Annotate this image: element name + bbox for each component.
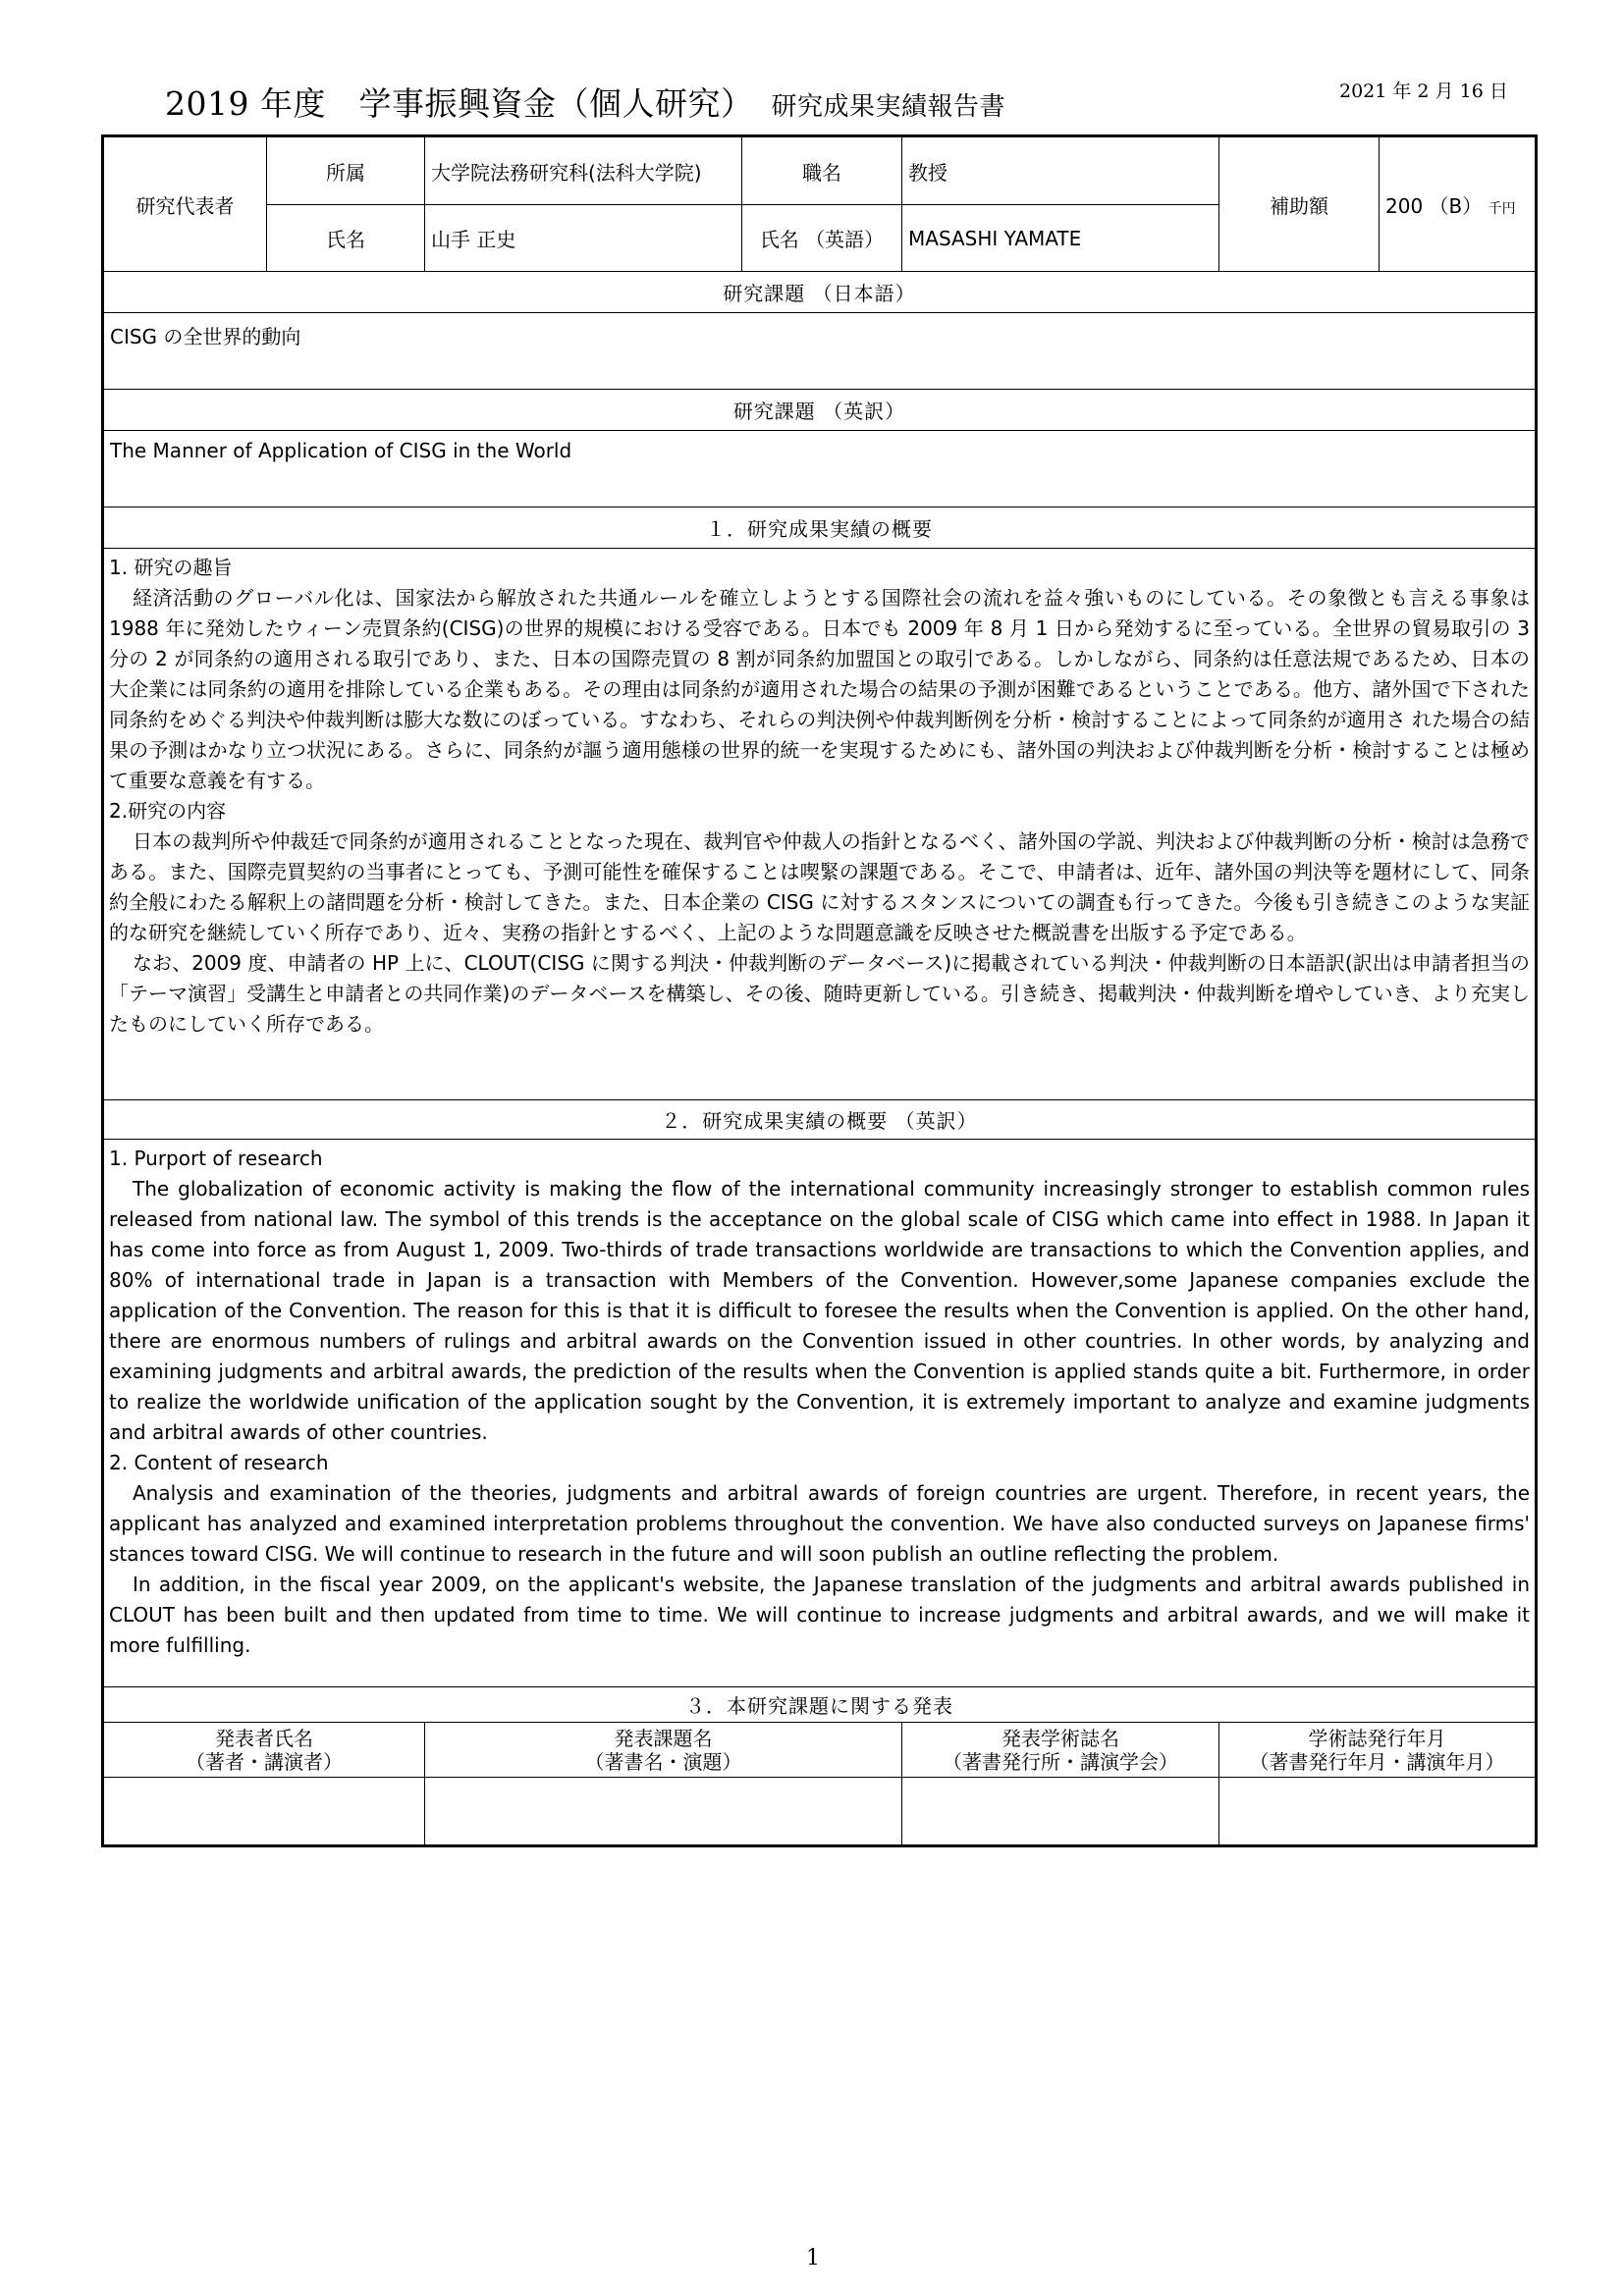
document-title xyxy=(165,79,1005,125)
affiliation-label: 所属 xyxy=(267,136,425,205)
grant-label: 補助額 xyxy=(1219,136,1380,272)
name-en-label: 氏名 （英語） xyxy=(742,205,902,272)
name-value: 山手 正史 xyxy=(425,205,742,272)
pub-col-date xyxy=(1219,1723,1537,1778)
summary-en-p1: The globalization of economic activity is making the flow of the international community increasingly stronger to establish common rules released from national law. The symbol of this trends is the acceptance on the global scale of CISG which came into effect in 1988. In Japan it has come into force as from August 1, 2009. Two-thirds of trade transactions worldwide are transactions to which the Convention applies, and 80% of international trade in Japan is a transaction with Members of the Convention. However,some Japanese companies exclude the application of the Convention. The reason for this is that it is difficult to foresee the results when the Convention is applied. On the other hand, there are enormous numbers of rulings and arbitral awards on the Convention issued in other countries. In other words, by analyzing and examining judgments and arbitral awards, the prediction of the results when the Convention is applied stands quite a bit. Furthermore, in order to realize the worldwide unification of the application sought by the Convention, it is extremely important to analyze and examine judgments and arbitral awards of other countries. xyxy=(109,1177,1530,1444)
pub-cell-title xyxy=(425,1778,902,1846)
rep-label: 研究代表者 xyxy=(103,136,267,272)
pub-col-presenter-a: 発表者氏名 xyxy=(215,1726,313,1750)
summary-en-h2: 2. Content of research xyxy=(109,1451,329,1474)
summary-en-p3: In addition, in the fiscal year 2009, on the applicant's website, the Japanese translation of the judgments and arbitral awards published in CLOUT has been built and then updated from time to time. We will continue to increase judgments and arbitral awards, and we will make it more fulfilling. xyxy=(109,1573,1530,1657)
summary-en-p2: Analysis and examination of the theories, judgments and arbitral awards of foreign countries are urgent. Therefore, in recent years, the applicant has analyzed and examined interpretation problems throughout the convention. We have also conducted surveys on Japanese firms' stances toward CISG. We will continue to research in the future and will soon publish an outline reflecting the problem. xyxy=(109,1481,1530,1566)
name-label: 氏名 xyxy=(267,205,425,272)
summary-jp-p3: なお、2009 度、申請者の HP 上に、CLOUT(CISG に関する判決・仲裁判断のデータベース)に掲載されている判決・仲裁判断の日本語訳(訳出は申請者担当の「テーマ演習」受講生と申請者との共同作業)のデータベースを構築し、その後、随時更新している。引き続き、掲載判決・仲裁判断を増やしていき、より充実したものにしていく所存である。 xyxy=(109,951,1530,1036)
affiliation-value: 大学院法務研究科(法科大学院) xyxy=(425,136,742,205)
pub-col-journal-a: 発表学術誌名 xyxy=(1001,1726,1119,1750)
name-en-value: MASASHI YAMATE xyxy=(902,205,1219,272)
summary-jp-p1: 経済活動のグローバル化は、国家法から解放された共通ルールを確立しようとする国際社会の流れを益々強いものにしている。その象徴とも言える事象は 1988 年に発効したウィーン売買条約(CISG)の世界的規模における受容である。日本でも 2009 年 8 月 1 日から発効するに至っている。全世界の貿易取引の 3 分の 2 が同条約の適用される取引であり、また、日本の国際売買の 8 割が同条約加盟国との取引である。しかしながら、同条約は任意法規であるため、日本の大企業には同条約の適用を排除している企業もある。その理由は同条約が適用された場合の結果の予測が困難であるということである。他方、諸外国で下された同条約をめぐる判決や仲裁判断は膨大な数にのぼっている。すなわち、それらの判決例や仲裁判断例を分析・検討することによって同条約が適用さ れた場合の結果の予測はかなり立つ状況にある。さらに、同条約が謳う適用態様の世界的統一を実現するためにも、諸外国の判決および仲裁判断を分析・検討することは極めて重要な意義を有する。 xyxy=(109,586,1530,792)
position-value: 教授 xyxy=(902,136,1219,205)
pub-col-journal-b: （著書発行所・講演学会） xyxy=(943,1749,1178,1774)
pub-col-date-a: 学術誌発行年月 xyxy=(1308,1726,1446,1750)
summary-jp-heading: １．研究成果実績の概要 xyxy=(103,507,1537,549)
pub-col-date-b: （著書発行年月・講演年月） xyxy=(1249,1749,1505,1774)
topic-en-value: The Manner of Application of CISG in the World xyxy=(103,431,1537,507)
publications-heading: ３．本研究課題に関する発表 xyxy=(103,1687,1537,1723)
pub-cell-presenter xyxy=(103,1778,425,1846)
summary-en-body xyxy=(103,1140,1537,1687)
pub-col-title-a: 発表課題名 xyxy=(614,1726,713,1750)
title-main: 2019 年度 学事振興資金（個人研究） xyxy=(165,84,754,123)
summary-en-heading: ２．研究成果実績の概要 （英訳） xyxy=(103,1100,1537,1140)
title-sub: 研究成果実績報告書 xyxy=(771,92,1005,122)
report-form xyxy=(101,134,1538,1847)
position-label: 職名 xyxy=(742,136,902,205)
pub-col-presenter xyxy=(103,1723,425,1778)
topic-jp-value: CISG の全世界的動向 xyxy=(103,313,1537,390)
topic-jp-heading: 研究課題 （日本語） xyxy=(103,272,1537,313)
report-date: 2021 年 2 月 16 日 xyxy=(1339,80,1508,102)
summary-jp-h1: 1. 研究の趣旨 xyxy=(109,556,233,579)
summary-jp-body xyxy=(103,549,1537,1100)
pub-col-journal xyxy=(902,1723,1219,1778)
grant-value: 200 （B） xyxy=(1385,193,1483,218)
page-number: 1 xyxy=(806,2246,820,2270)
pub-col-title xyxy=(425,1723,902,1778)
summary-en-h1: 1. Purport of research xyxy=(109,1147,323,1170)
summary-jp-h2: 2.研究の内容 xyxy=(109,799,227,823)
topic-en-heading: 研究課題 （英訳） xyxy=(103,390,1537,431)
pub-cell-journal xyxy=(902,1778,1219,1846)
pub-col-title-b: （著書名・演題） xyxy=(584,1749,742,1774)
pub-col-presenter-b: （著者・講演者） xyxy=(186,1749,343,1774)
summary-jp-p2: 日本の裁判所や仲裁廷で同条約が適用されることとなった現在、裁判官や仲裁人の指針となるべく、諸外国の学説、判決および仲裁判断の分析・検討は急務である。また、国際売買契約の当事者にとっても、予測可能性を確保することは喫緊の課題である。そこで、申請者は、近年、諸外国の判決等を題材にして、同条約全般にわたる解釈上の諸問題を分析・検討してきた。また、日本企業の CISG に対するスタンスについての調査も行ってきた。今後も引き続きこのような実証的な研究を継続していく所存であり、近々、実務の指針とするべく、上記のような問題意識を反映させた概説書を出版する予定である。 xyxy=(109,829,1530,944)
pub-cell-date xyxy=(1219,1778,1537,1846)
grant-unit: 千円 xyxy=(1488,200,1516,217)
grant-cell xyxy=(1380,136,1537,272)
